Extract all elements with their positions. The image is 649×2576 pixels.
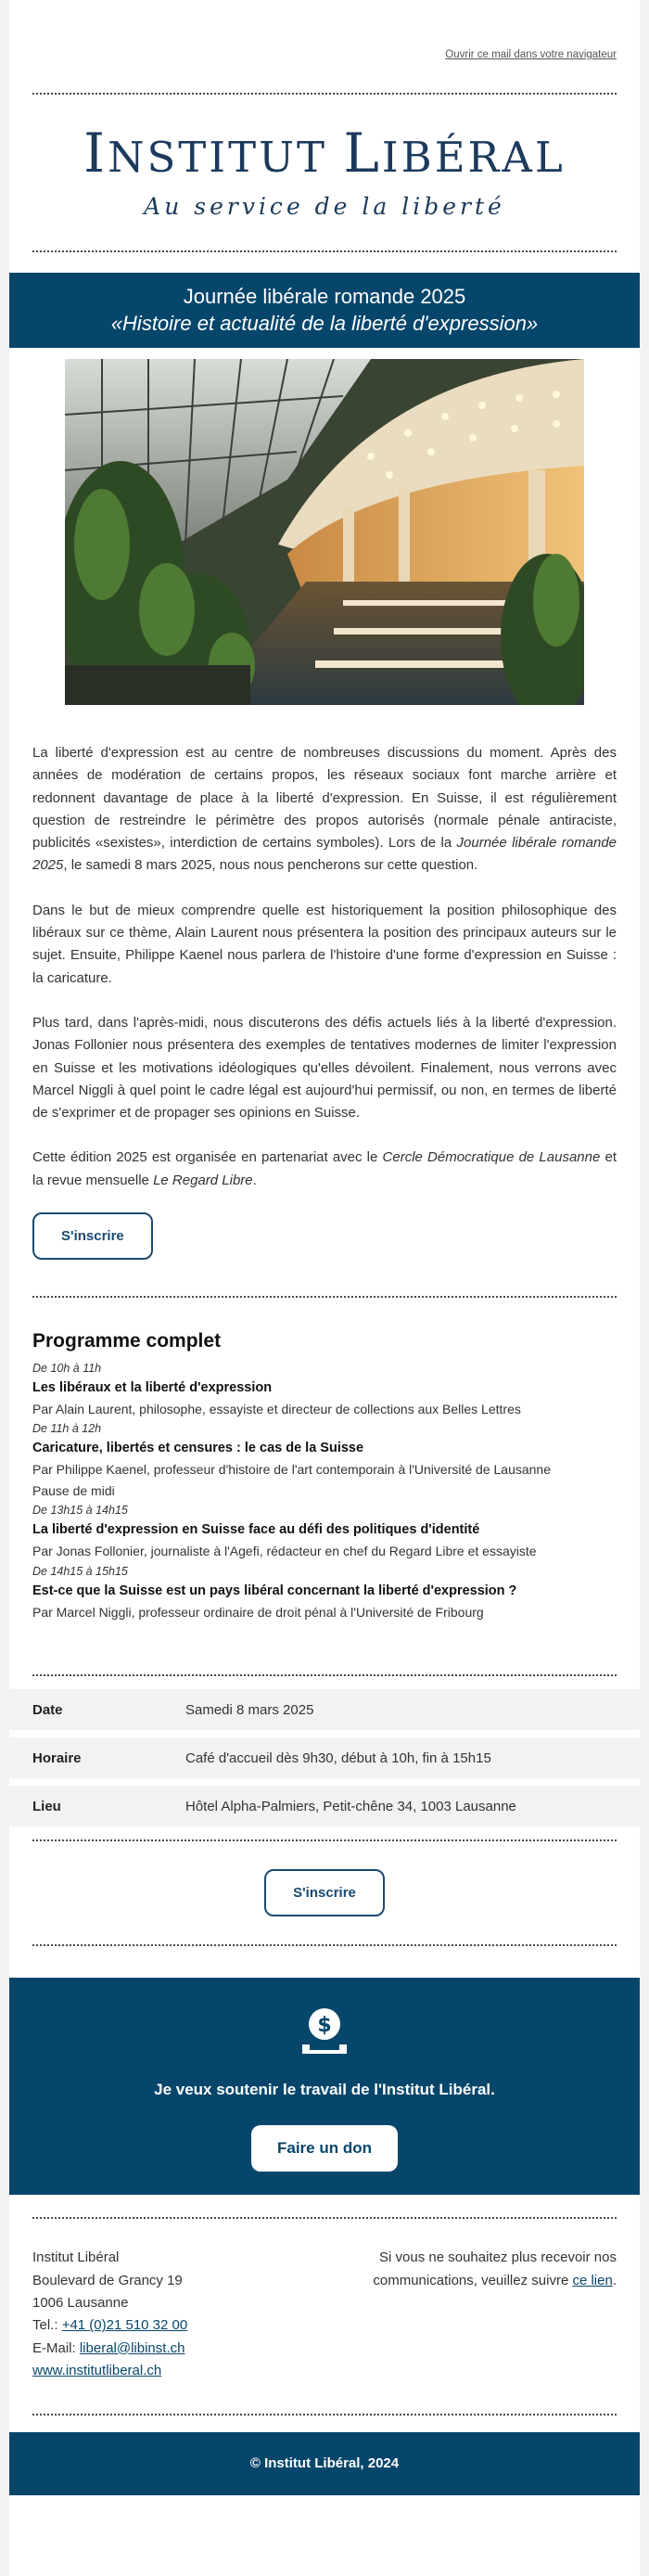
city: 1006 Lausanne <box>32 2294 129 2311</box>
text-run: . <box>252 1172 257 1188</box>
support-section <box>9 1978 640 2195</box>
svg-text:$: $ <box>317 2014 332 2038</box>
register-button[interactable]: S'inscrire <box>32 1212 153 1260</box>
browser-link[interactable]: Ouvrir ce mail dans votre navigateur <box>445 49 617 60</box>
banner-title: Journée libérale romande 2025 <box>183 285 466 308</box>
paragraph <box>32 1147 617 1192</box>
email-label: E-Mail: <box>32 2339 80 2356</box>
unsubscribe-end: . <box>612 2272 617 2288</box>
divider <box>32 1944 617 1946</box>
logo-title <box>83 121 566 185</box>
info-value: Café d'accueil dès 9h30, début à 10h, fin à 15h15 <box>185 1749 491 1766</box>
website-link[interactable]: www.institutliberal.ch <box>32 2362 162 2378</box>
register-row <box>9 1212 640 1296</box>
info-key: Date <box>32 1701 63 1718</box>
org-name: Institut Libéral <box>32 2249 120 2266</box>
support-message: Je veux soutenir le travail de l'Institut Libéral. <box>154 2081 495 2099</box>
info-row-date <box>9 1689 640 1730</box>
info-key: Lieu <box>32 1798 61 1814</box>
info-row-location <box>9 1786 640 1826</box>
unsubscribe <box>338 2247 617 2414</box>
banner-subtitle: «Histoire et actualité de la liberté d'expression» <box>110 312 539 335</box>
donate-button[interactable]: Faire un don <box>251 2125 398 2172</box>
copyright: © Institut Libéral, 2024 <box>9 2432 640 2495</box>
phone-label: Tel.: <box>32 2317 62 2334</box>
logo-subtitle: Au service de la liberté <box>144 192 505 220</box>
session-time: De 11h à 12h <box>32 1422 102 1436</box>
session-title: Les libéraux et la liberté d'expression <box>32 1379 273 1395</box>
info-row-time <box>9 1737 640 1778</box>
session-time: De 13h15 à 14h15 <box>32 1504 128 1518</box>
session-time: De 10h à 11h <box>32 1361 102 1375</box>
register-button-2[interactable]: S'inscrire <box>264 1869 385 1916</box>
session-title: Caricature, libertés et censures : le cas de la Suisse <box>32 1441 364 1456</box>
phone-line <box>32 2314 187 2337</box>
divider <box>32 250 617 252</box>
text-run: et la revue mensuelle <box>32 1149 617 1188</box>
intro-text <box>9 705 640 1192</box>
text-run: , le samedi 8 mars 2025, nous nous pencherons sur cette question. <box>63 857 478 874</box>
partner-name: Cercle Démocratique de Lausanne <box>382 1149 601 1166</box>
divider <box>32 2414 617 2416</box>
logo-letter: I <box>83 121 108 185</box>
event-name: Journée libérale romande 2025 <box>32 835 617 874</box>
street: Boulevard de Grancy 19 <box>32 2272 183 2288</box>
email-link[interactable]: liberal@libinst.ch <box>79 2339 185 2356</box>
website-line <box>32 2360 187 2382</box>
email-container <box>9 0 640 2576</box>
text-run: La liberté d'expression est au centre de nombreuses discussions du moment. Après des années de modération de certains propos, les réseaux sociaux font marche arrière et redonnent davantage de place à la liberté d'expression. En Suisse, il est régulièrement question de restreindre le périmètre des propos autorisés (normale pénale antiraciste, publicités «sexistes», interdiction de certains symboles). Lors de la <box>32 745 617 852</box>
logo[interactable] <box>9 95 640 250</box>
paragraph: Dans le but de mieux comprendre quelle est historiquement la position philosophique des libéraux sur ce thème, Alain Laurent nous présentera la position des principaux auteurs sur le sujet. Ensuite, Philippe Kaenel nous parlera de l'histoire d'une forme d'expression en Suisse : la caricature. <box>32 902 617 986</box>
info-value: Hôtel Alpha-Palmiers, Petit-chêne 34, 1003 Lausanne <box>185 1798 516 1814</box>
partner-name: Le Regard Libre <box>153 1172 253 1188</box>
info-key: Horaire <box>32 1749 82 1766</box>
phone-link[interactable]: +41 (0)21 510 32 00 <box>61 2317 188 2334</box>
programme <box>9 1298 640 1622</box>
footer <box>9 2219 640 2414</box>
session-title: La liberté d'expression en Suisse face au défi des politiques d'identité <box>32 1522 480 1538</box>
top-bar <box>9 0 640 93</box>
contact-info <box>32 2247 187 2414</box>
unsubscribe-link[interactable]: ce lien <box>572 2272 613 2288</box>
divider <box>32 1674 617 1676</box>
register-row-2 <box>9 1841 640 1944</box>
event-info <box>9 1689 640 1826</box>
logo-word: NSTITUT <box>108 132 344 182</box>
event-banner <box>9 273 640 348</box>
programme-title: Programme complet <box>32 1330 222 1352</box>
session-time: De 14h15 à 15h15 <box>32 1564 128 1578</box>
session-speaker: Par Philippe Kaenel, professeur d'histoire de l'art contemporain à l'Université de Lausanne <box>32 1462 552 1478</box>
donation-icon <box>299 2004 350 2056</box>
lunch-break: Pause de midi <box>32 1482 115 1498</box>
logo-word: IBÉRAL <box>381 132 566 182</box>
logo-letter: L <box>343 121 382 185</box>
session-speaker: Par Alain Laurent, philosophe, essayiste et directeur de collections aux Belles Lettres <box>32 1401 521 1416</box>
unsubscribe-text: Si vous ne souhaitez plus recevoir nos communications, veuillez suivre <box>373 2249 617 2288</box>
text-run: Cette édition 2025 est organisée en partenariat avec le <box>32 1149 383 1166</box>
session-speaker: Par Jonas Follonier, journaliste à l'Agefi, rédacteur en chef du Regard Libre et essayiste <box>32 1544 537 1559</box>
session-title: Est-ce que la Suisse est un pays libéral concernant la liberté d'expression ? <box>32 1583 517 1598</box>
session-speaker: Par Marcel Niggli, professeur ordinaire de droit pénal à l'Université de Fribourg <box>32 1604 484 1620</box>
paragraph <box>32 742 617 878</box>
venue-photo <box>65 359 584 705</box>
paragraph: Plus tard, dans l'après-midi, nous discuterons des défis actuels liés à la liberté d'expression. Jonas Follonier nous présentera des exemples de tentatives modernes de limiter l'expression en Suisse et les motivations idéologiques qu'elles dévoilent. Finalement, nous verrons avec Marcel Niggli à quel point le cadre légal est aujourd'hui permissif, ou non, en termes de liberté de s'exprimer et de propager ses opinions en Suisse. <box>32 1014 617 1121</box>
info-value: Samedi 8 mars 2025 <box>185 1701 314 1718</box>
email-line <box>32 2338 187 2360</box>
